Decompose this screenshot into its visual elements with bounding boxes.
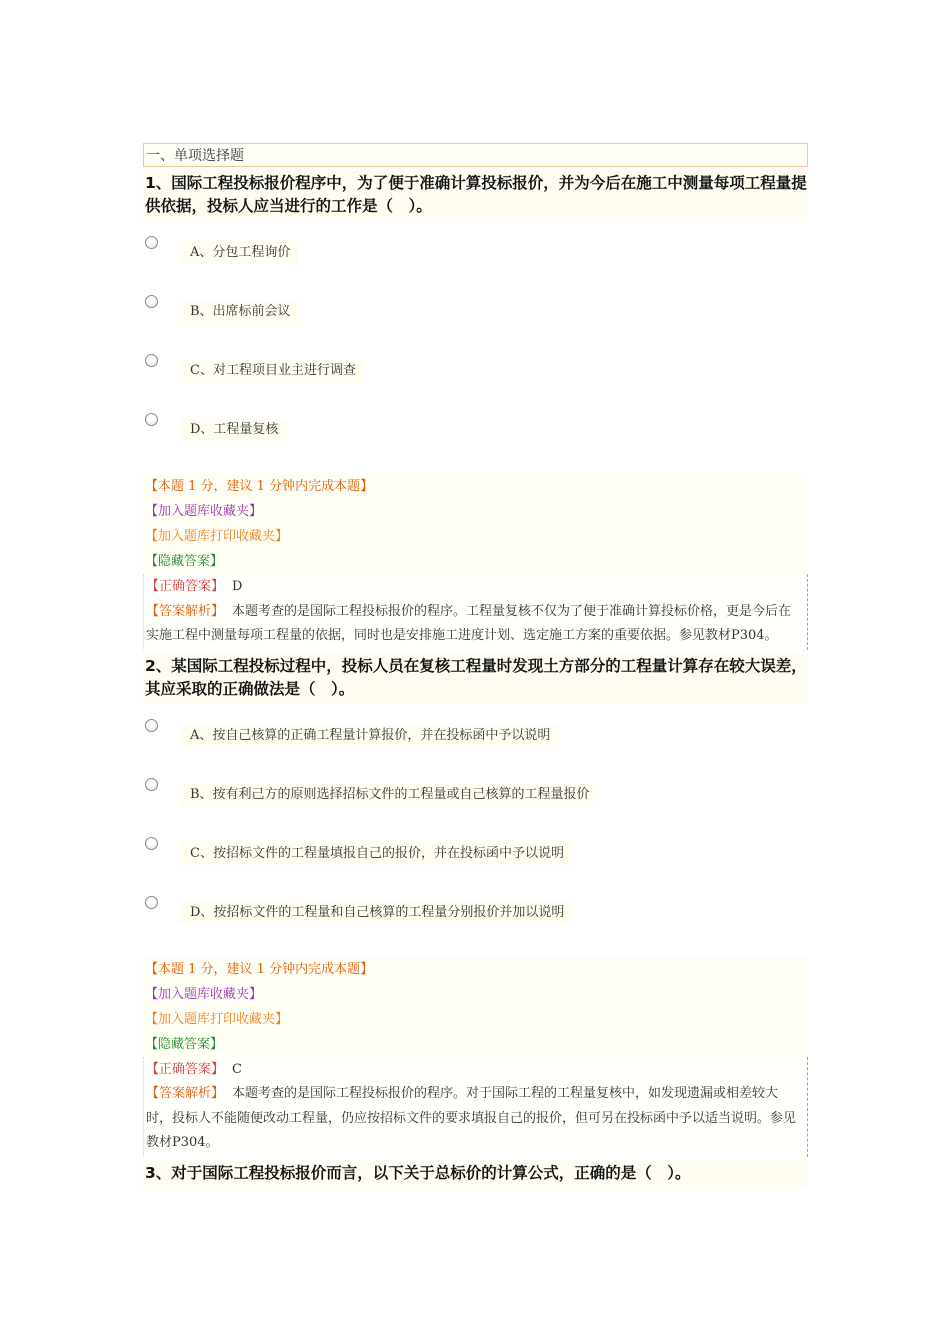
- add-to-print-favorites-link[interactable]: 【加入题库打印收藏夹】: [143, 1007, 808, 1032]
- question-1-options: [143, 234, 808, 470]
- answer-box: [143, 1057, 808, 1157]
- question-2-options: [143, 717, 808, 953]
- option-label: C、按招标文件的工程量填报自己的报价，并在投标函中予以说明: [179, 843, 572, 865]
- option-label: A、按自己核算的正确工程量计算报价，并在投标函中予以说明: [179, 725, 558, 747]
- analysis-label: 【答案解析】: [146, 603, 225, 619]
- radio-button-icon[interactable]: [145, 354, 158, 367]
- add-to-print-favorites-link[interactable]: 【加入题库打印收藏夹】: [143, 524, 808, 549]
- radio-button-icon[interactable]: [145, 719, 158, 732]
- hide-answer-link[interactable]: 【隐藏答案】: [143, 549, 808, 574]
- question-2-text: 2、某国际工程投标过程中，投标人员在复核工程量时发现土方部分的工程量计算存在较大误差，其应采取的正确做法是（ ）。: [143, 654, 808, 703]
- question-2-option-a[interactable]: [143, 717, 808, 776]
- radio-button-icon[interactable]: [145, 413, 158, 426]
- score-tip: 【本题 1 分，建议 1 分钟内完成本题】: [143, 474, 808, 499]
- question-2-option-d[interactable]: [143, 894, 808, 953]
- question-2-option-b[interactable]: [143, 776, 808, 835]
- question-1-option-d[interactable]: [143, 411, 808, 470]
- option-label: A、分包工程询价: [179, 242, 298, 264]
- question-1-option-c[interactable]: [143, 352, 808, 411]
- correct-answer-label: 【正确答案】: [146, 1061, 225, 1077]
- analysis-text: 本题考查的是国际工程投标报价的程序。对于国际工程的工程量复核中，如发现遗漏或相差较大时，投标人不能随便改动工程量，仍应按招标文件的要求填报自己的报价，但可另在投标函中予以适当说明。参见教材P304。: [146, 1086, 797, 1150]
- question-3-text: 3、对于国际工程投标报价而言，以下关于总标价的计算公式，正确的是（ ）。: [143, 1161, 808, 1187]
- radio-button-icon[interactable]: [145, 295, 158, 308]
- correct-answer-line: [146, 1058, 803, 1083]
- correct-answer-label: 【正确答案】: [146, 579, 225, 594]
- question-2-option-c[interactable]: [143, 835, 808, 894]
- score-tip: 【本题 1 分，建议 1 分钟内完成本题】: [143, 957, 808, 982]
- section-title: 一、单项选择题: [143, 143, 808, 167]
- add-to-favorites-link[interactable]: 【加入题库收藏夹】: [143, 982, 808, 1007]
- correct-answer-line: [146, 575, 803, 600]
- analysis-label: 【答案解析】: [146, 1086, 225, 1101]
- question-1-info: [143, 474, 808, 650]
- hide-answer-link[interactable]: 【隐藏答案】: [143, 1032, 808, 1057]
- question-1-option-b[interactable]: [143, 293, 808, 352]
- option-label: B、出席标前会议: [179, 301, 299, 323]
- analysis-line: [146, 600, 803, 649]
- exam-content: [143, 143, 808, 1187]
- question-1-option-a[interactable]: [143, 234, 808, 293]
- analysis-line: [146, 1082, 803, 1156]
- option-label: D、工程量复核: [179, 419, 286, 441]
- radio-button-icon[interactable]: [145, 896, 158, 909]
- question-2-info: [143, 957, 808, 1157]
- add-to-favorites-link[interactable]: 【加入题库收藏夹】: [143, 499, 808, 524]
- analysis-text: 本题考查的是国际工程投标报价的程序。工程量复核不仅为了便于准确计算投标价格，更是今后在实施工程中测量每项工程量的依据，同时也是安排施工进度计划、选定施工方案的重要依据。参见教材P304。: [146, 603, 792, 643]
- option-label: D、按招标文件的工程量和自己核算的工程量分别报价并加以说明: [179, 902, 572, 924]
- option-label: B、按有利己方的原则选择招标文件的工程量或自己核算的工程量报价: [179, 784, 598, 806]
- radio-button-icon[interactable]: [145, 236, 158, 249]
- option-label: C、对工程项目业主进行调查: [179, 360, 364, 382]
- correct-answer-value: D: [232, 579, 243, 594]
- question-1-text: 1、国际工程投标报价程序中，为了便于准确计算投标报价，并为今后在施工中测量每项工程量提供依据，投标人应当进行的工作是（ ）。: [143, 171, 808, 220]
- correct-answer-value: C: [232, 1061, 242, 1077]
- answer-box: [143, 574, 808, 650]
- radio-button-icon[interactable]: [145, 837, 158, 850]
- radio-button-icon[interactable]: [145, 778, 158, 791]
